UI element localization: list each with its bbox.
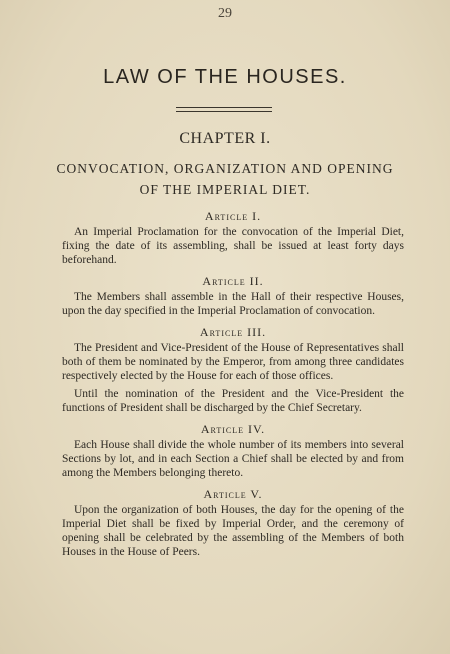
- article-4: [62, 420, 404, 480]
- chapter-heading: CHAPTER I.: [179, 130, 271, 147]
- article-heading: Article IV.: [200, 422, 266, 436]
- title-double-rule: [176, 107, 272, 112]
- chapter-subtitle-line-2: OF THE IMPERIAL DIET.: [139, 182, 311, 197]
- article-3: [62, 323, 404, 415]
- article-paragraph: Upon the organization of both Houses, the day for the opening of the Imperial Diet shall be fixed by Imperial Order, and the ceremony of opening shall be celebrated by the assembling of the Members of both Houses in the House of Peers.: [62, 504, 404, 558]
- article-2: [62, 272, 404, 318]
- chapter-subtitle: [40, 158, 410, 200]
- article-paragraph: Each House shall divide the whole number of its members into several Sections by lot, and in each Section a Chief shall be elected by and from among the Members belonging thereto.: [62, 439, 404, 479]
- chapter-subtitle-line-1: CONVOCATION, ORGANIZATION AND OPENING: [56, 161, 394, 176]
- articles-section: [62, 207, 404, 559]
- article-heading: Article III.: [199, 325, 267, 339]
- article-paragraph: Until the nomination of the President and the Vice-President the functions of President shall be discharged by the Chief Secretary.: [62, 388, 404, 414]
- article-paragraph: The President and Vice-President of the House of Representatives shall both of them be nominated by the Emperor, from among three candidates respectively elected by the House for each of those offices.: [62, 342, 404, 382]
- article-heading: Article V.: [203, 487, 263, 501]
- page-title: LAW OF THE HOUSES.: [103, 66, 347, 88]
- article-1: [62, 207, 404, 267]
- article-heading: Article II.: [202, 274, 264, 288]
- article-heading: Article I.: [204, 209, 262, 223]
- article-paragraph: The Members shall assemble in the Hall of their respective Houses, upon the day specified in the Imperial Proclamation of convocation.: [62, 291, 404, 317]
- page-number: 29: [218, 6, 232, 21]
- article-paragraph: An Imperial Proclamation for the convocation of the Imperial Diet, fixing the date of its assembling, shall be issued at least forty days beforehand.: [62, 226, 404, 266]
- article-5: [62, 485, 404, 559]
